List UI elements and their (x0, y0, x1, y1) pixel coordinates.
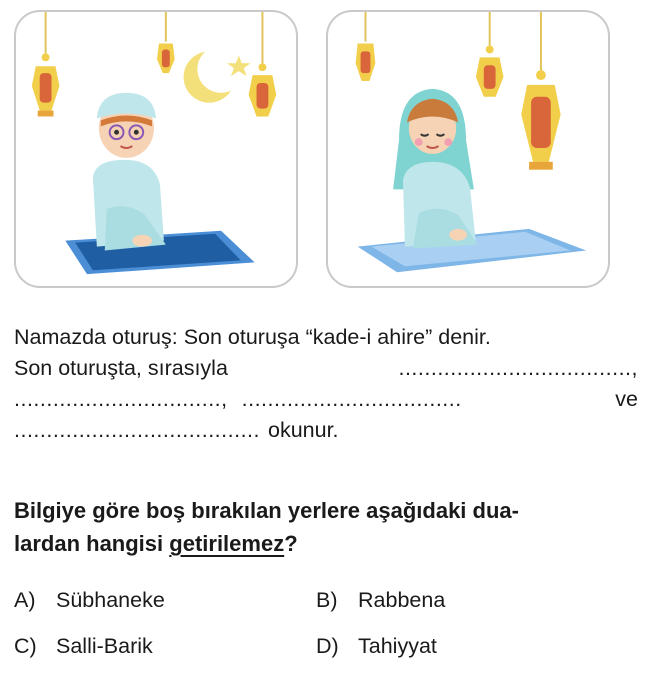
boy-figure (93, 93, 166, 251)
paragraph-line-3 (14, 384, 638, 415)
blank-2: ................................, (14, 387, 228, 411)
paragraph-text: okunur. (268, 418, 339, 442)
option-b[interactable] (316, 588, 445, 613)
illustration-girl-praying (326, 10, 610, 288)
paragraph-text: ve (615, 387, 638, 411)
paragraph-line-2 (14, 353, 638, 384)
question-mark: ? (284, 531, 298, 556)
option-letter: B) (316, 588, 338, 612)
blank-4: ...................................... (14, 418, 260, 442)
illustration-boy-praying (14, 10, 298, 288)
option-letter: C) (14, 634, 37, 658)
question-text-start: lardan hangisi (14, 531, 170, 556)
girl-praying-svg (328, 12, 608, 286)
question-text (14, 494, 638, 560)
option-text: Tahiyyat (358, 634, 437, 658)
lantern-icon (476, 12, 504, 97)
lantern-icon (249, 12, 277, 116)
question-line-1: Bilgiye göre boş bırakılan yerlere aşağıdaki dua- (14, 498, 519, 523)
option-c[interactable] (14, 634, 153, 659)
paragraph-line-1 (14, 322, 638, 353)
question-underlined-word: getirilemez (169, 531, 285, 556)
lantern-icon (356, 12, 376, 81)
option-text: Salli-Barik (56, 634, 153, 658)
paragraph-text: Son oturuşta, sırasıyla (14, 356, 228, 380)
lantern-icon (521, 12, 560, 170)
option-letter: D) (316, 634, 339, 658)
info-paragraph (14, 322, 638, 446)
blank-1: ...................................., (398, 356, 638, 380)
paragraph-text: Namazda oturuş: Son oturuşa “kade-i ahire” denir. (14, 325, 491, 349)
option-text: Sübhaneke (56, 588, 165, 612)
option-letter: A) (14, 588, 36, 612)
girl-figure (393, 89, 478, 249)
crescent-moon-icon (184, 46, 245, 103)
boy-praying-svg (16, 12, 296, 286)
question-line-2 (14, 527, 638, 560)
option-a[interactable] (14, 588, 165, 613)
lantern-icon (32, 12, 60, 116)
option-d[interactable] (316, 634, 437, 659)
option-text: Rabbena (358, 588, 446, 612)
blank-3: .................................. (241, 387, 462, 411)
paragraph-line-4 (14, 415, 638, 446)
lantern-icon (157, 12, 175, 73)
